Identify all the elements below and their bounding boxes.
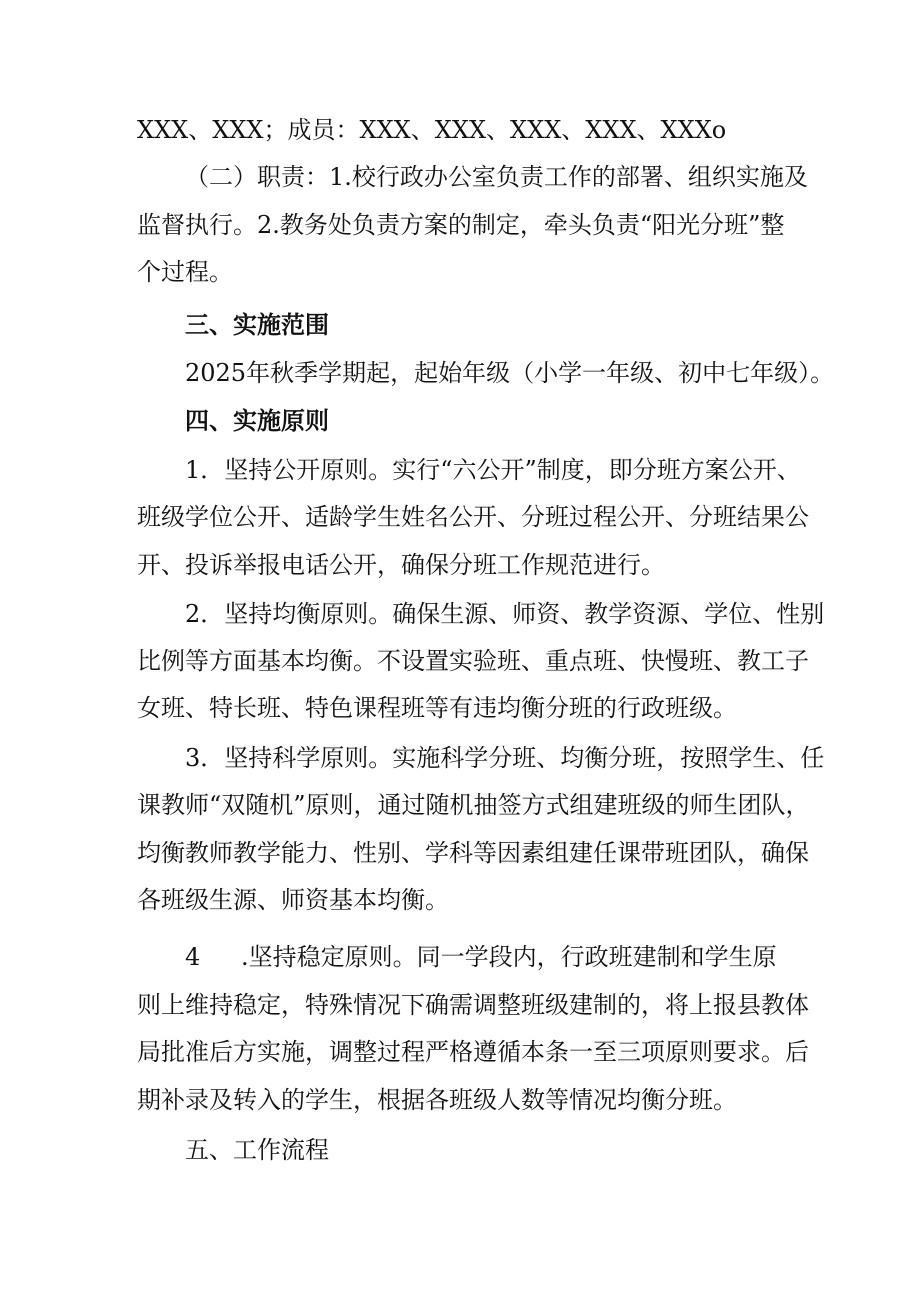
principle-1-line-3: 开、投诉举报电话公开，确保分班工作规范进行。: [137, 551, 665, 579]
duties-line-2: 监督执行。2.教务处负责方案的制定，牵头负责“阳光分班”整: [137, 211, 785, 239]
principle-3-line-1: 3．坚持科学原则。实施科学分班、均衡分班，按照学生、任: [185, 744, 825, 772]
principle-2-line-2: 比例等方面基本均衡。不设置实验班、重点班、快慢班、教工子: [137, 647, 809, 675]
principle-3-line-3: 均衡教师教学能力、性别、学科等因素组建任课带班团队，确保: [137, 839, 809, 867]
principle-4-line-1: [185, 934, 777, 981]
principle-4-text: .坚持稳定原则。同一学段内，行政班建制和学生原: [241, 943, 777, 971]
section-heading-workflow: 五、工作流程: [185, 1136, 329, 1164]
principle-2-line-1: 2．坚持均衡原则。确保生源、师资、教学资源、学位、性别: [185, 600, 825, 628]
duties-line-1: （二）职责：1.校行政办公室负责工作的部署、组织实施及: [185, 163, 808, 191]
duties-line-3: 个过程。: [137, 258, 233, 286]
principle-4-line-2: 则上维持稳定，特殊情况下确需调整班级建制的，将上报县教体: [137, 991, 809, 1019]
principle-3-line-4: 各班级生源、师资基本均衡。: [137, 886, 449, 914]
principle-4-line-4: 期补录及转入的学生，根据各班级人数等情况均衡分班。: [137, 1086, 737, 1114]
scope-text: 2025年秋季学期起，起始年级（小学一年级、初中七年级）。: [185, 359, 835, 387]
principle-3-line-2: 课教师“双随机”原则，通过随机抽签方式组建班级的师生团队，: [137, 791, 810, 819]
section-heading-scope: 三、实施范围: [185, 311, 329, 339]
principle-4-line-3: 局批准后方实施，调整过程严格遵循本条一至三项原则要求。后: [137, 1038, 809, 1066]
members-line: XXX、XXX；成员：XXX、XXX、XXX、XXX、XXXo: [137, 116, 727, 144]
principle-1-line-2: 班级学位公开、适龄学生姓名公开、分班过程公开、分班结果公: [137, 503, 809, 531]
section-heading-principles: 四、实施原则: [185, 407, 329, 435]
principle-4-number: 4: [185, 943, 201, 971]
principle-1-line-1: 1．坚持公开原则。实行“六公开”制度，即分班方案公开、: [185, 456, 801, 484]
principle-2-line-3: 女班、特长班、特色课程班等有违均衡分班的行政班级。: [137, 694, 737, 722]
